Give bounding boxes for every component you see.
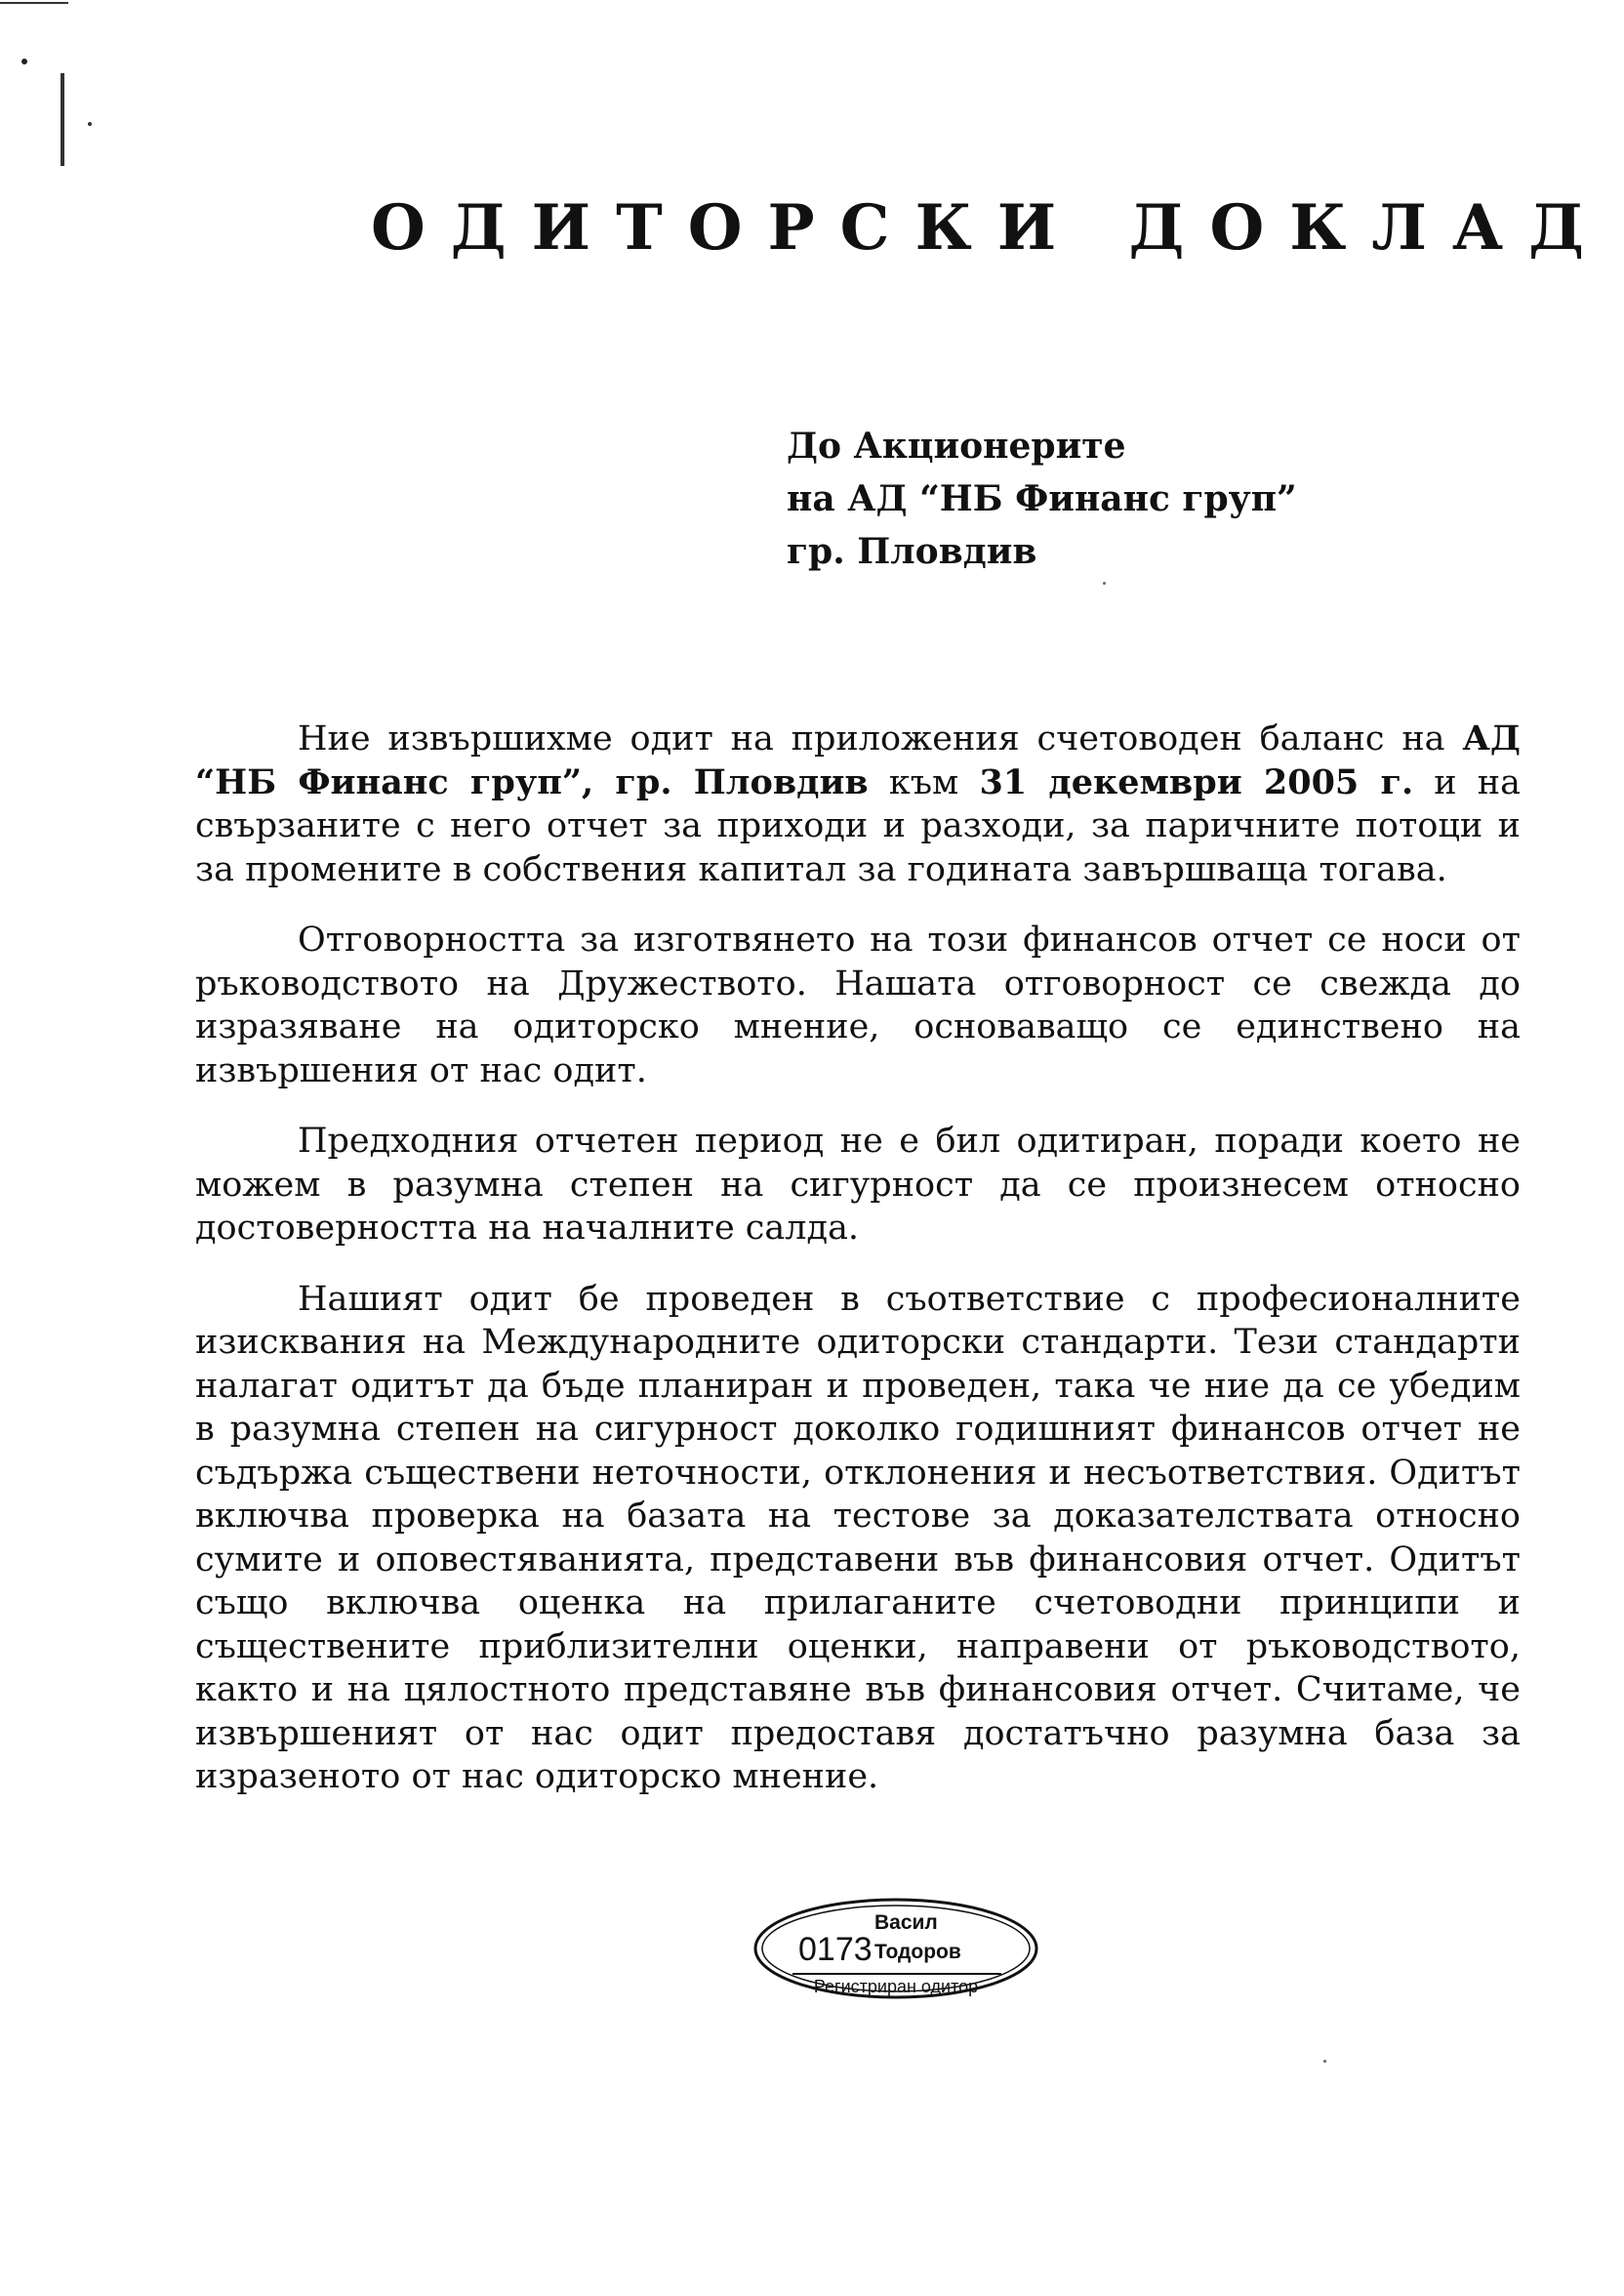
stamp-role: Регистриран одитор <box>813 1977 979 1996</box>
paragraph-prior-period: Предходния отчетен период не е бил одитиран, поради което не можем в разумна степен на сигурност да се произнесем относно достоверността на началните салда. <box>195 1122 1521 1248</box>
paragraph-scope-text-a: Ние извършихме одит на приложения счетоводен баланс на <box>298 719 1463 758</box>
report-body <box>195 718 1521 1826</box>
stamp-number: 0173 <box>798 1931 873 1968</box>
scan-edge-line <box>0 2 68 4</box>
report-date: 31 декември 2005 г. <box>979 761 1414 802</box>
stamp-last-name: Тодоров <box>874 1941 961 1963</box>
paragraph-scope-text-c: и на свързаните с него отчет за приходи и разходи, за паричните потоци и за промените в собствения капитал за годината завършваща тогава. <box>195 762 1521 889</box>
addressee-line-1: До Акционерите <box>787 426 1126 467</box>
addressee-line-2: на АД “НБ Финанс груп” <box>787 478 1297 519</box>
addressee-line-3: гр. Пловдив <box>787 531 1037 572</box>
paragraph-scope-text-b: към <box>868 762 980 802</box>
company-name: АД “НБ Финанс груп”, гр. Пловдив <box>195 718 1521 802</box>
scan-speck <box>1103 582 1106 585</box>
auditor-stamp <box>750 1894 1042 2003</box>
auditor-stamp-graphic <box>750 1894 1042 2003</box>
report-title: ОДИТОРСКИ ДОКЛАД <box>371 191 1610 265</box>
paragraph-responsibility: Отговорността за изготвянето на този финансов отчет се носи от ръководството на Дружеството. Нашата отговорност се свежда до изразяване на одиторско мнение, основаващо се единствено на извършения от нас одит. <box>195 921 1521 1090</box>
paragraph-standards: Нашият одит бе проведен в съответствие с професионалните изисквания на Международните одиторски стандарти. Тези стандарти налагат одитът да бъде планиран и проведен, така че ние да се убедим в разумна степен на сигурност доколко годишният финансов отчет не съдържа съществени неточности, отклонения и несъответствия. Одитът включва проверка на базата на тестове за доказателствата относно сумите и оповестяванията, представени във финансовия отчет. Одитът също включва оценка на прилаганите счетоводни принципи и съществените приблизителни оценки, направени от ръководството, както и на цялостното представяне във финансовия отчет. Считаме, че извършеният от нас одит предоставя достатъчно разумна база за изразеното от нас одиторско мнение. <box>195 1279 1521 1796</box>
margin-mark-bar <box>61 73 64 166</box>
paragraph-scope <box>195 718 1521 891</box>
addressee-block <box>787 420 1297 578</box>
margin-mark-dot <box>21 59 27 64</box>
stamp-first-name: Васил <box>874 1911 938 1934</box>
scan-speck <box>1323 2060 1326 2063</box>
margin-mark-tick <box>88 122 92 126</box>
